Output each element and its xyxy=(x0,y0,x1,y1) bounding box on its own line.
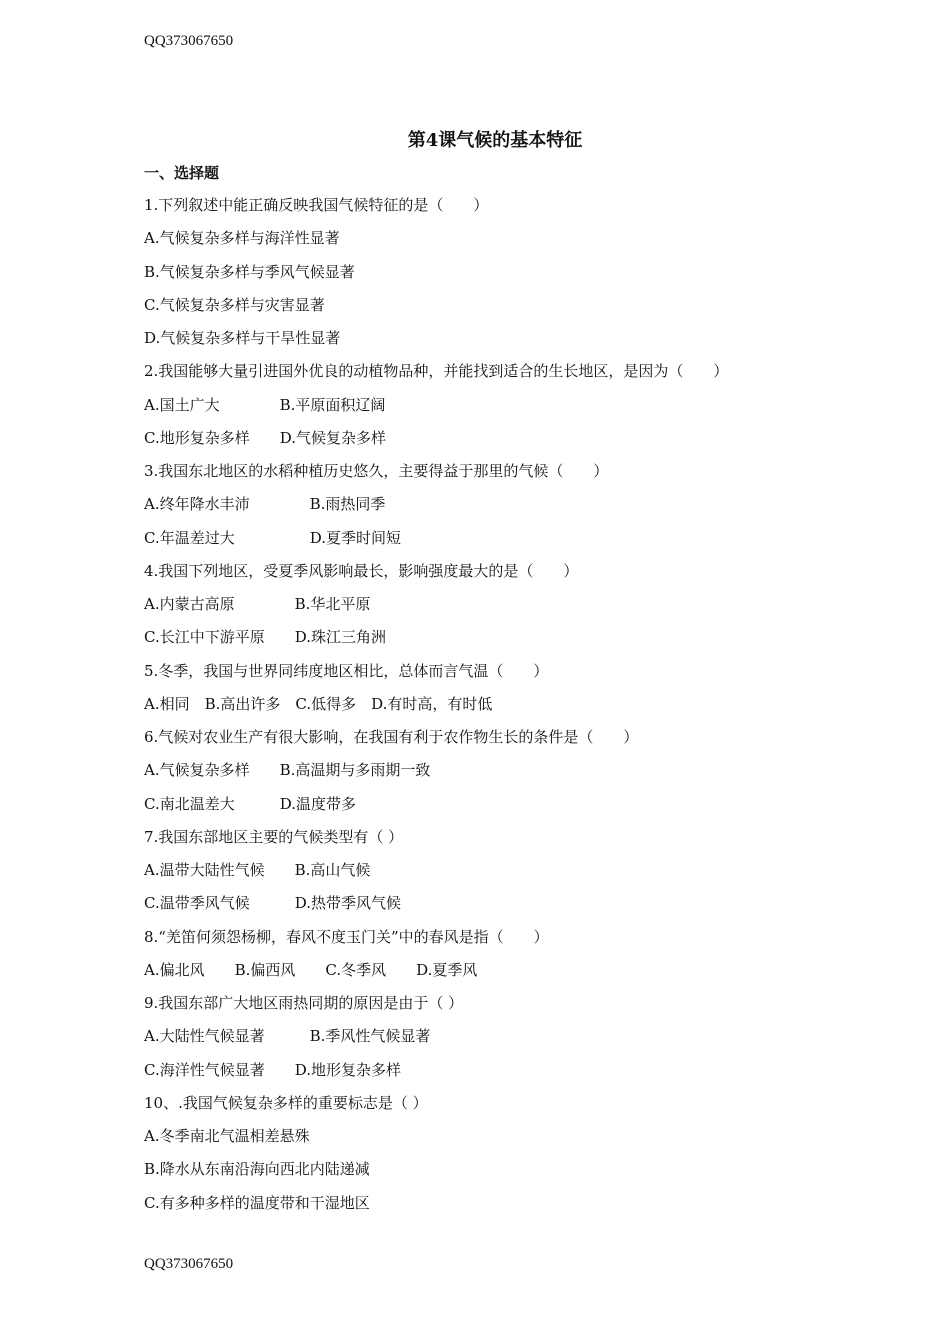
answer-options: A.冬季南北气温相差悬殊 xyxy=(144,1127,310,1145)
question-stem: 8.“羌笛何须怨杨柳，春风不度玉门关”中的春风是指（ ） xyxy=(144,927,549,946)
answer-options: A.气候复杂多样 B.高温期与多雨期一致 xyxy=(144,761,431,780)
question-stem: 3.我国东北地区的水稻种植历史悠久，主要得益于那里的气候（ ） xyxy=(144,462,609,480)
answer-options: C.有多种多样的温度带和干湿地区 xyxy=(144,1193,370,1212)
question-stem: 6.气候对农业生产有很大影响，在我国有利于农作物生长的条件是（ ） xyxy=(144,728,639,746)
answer-options: A.偏北风 B.偏西风 C.冬季风 D.夏季风 xyxy=(144,960,478,979)
answer-options: C.年温差过大 D.夏季时间短 xyxy=(144,528,401,547)
answer-options: A.气候复杂多样与海洋性显著 xyxy=(144,229,340,248)
answer-options: C.海洋性气候显著 D.地形复杂多样 xyxy=(144,1060,401,1079)
answer-options: C.气候复杂多样与灾害显著 xyxy=(144,295,325,314)
answer-options: D.气候复杂多样与干旱性显著 xyxy=(144,329,341,347)
question-stem: 10、.我国气候复杂多样的重要标志是（ ） xyxy=(144,1093,428,1112)
page-header: QQ373067650 xyxy=(144,33,234,49)
question-stem: 5.冬季，我国与世界同纬度地区相比，总体而言气温（ ） xyxy=(144,661,549,680)
answer-options: B.气候复杂多样与季风气候显著 xyxy=(144,262,355,281)
question-stem: 4.我国下列地区，受夏季风影响最长，影响强度最大的是（ ） xyxy=(144,561,579,580)
answer-options: A.国土广大 B.平原面积辽阔 xyxy=(144,395,386,414)
question-stem: 9.我国东部广大地区雨热同期的原因是由于（ ） xyxy=(144,994,464,1012)
answer-options: B.降水从东南沿海向西北内陆递减 xyxy=(144,1160,370,1179)
answer-options: A.温带大陆性气候 B.高山气候 xyxy=(144,861,371,879)
answer-options: C.长江中下游平原 D.珠江三角洲 xyxy=(144,628,386,647)
question-stem: 1.下列叙述中能正确反映我国气候特征的是（ ） xyxy=(144,196,489,214)
answer-options: A.相同 B.高出许多 C.低得多 D.有时高，有时低 xyxy=(144,694,493,713)
document-title: 第4课气候的基本特征 xyxy=(407,130,583,151)
question-stem: 2.我国能够大量引进国外优良的动植物品种，并能找到适合的生长地区，是因为（ ） xyxy=(144,362,729,381)
page-footer: QQ373067650 xyxy=(144,1256,234,1272)
question-stem: 7.我国东部地区主要的气候类型有（ ） xyxy=(144,827,404,846)
answer-options: C.南北温差大 D.温度带多 xyxy=(144,794,356,813)
answer-options: C.温带季风气候 D.热带季风气候 xyxy=(144,894,401,913)
answer-options: A.内蒙古高原 B.华北平原 xyxy=(144,595,371,613)
answer-options: C.地形复杂多样 D.气候复杂多样 xyxy=(144,428,386,447)
section-heading: 一、选择题 xyxy=(144,164,220,182)
answer-options: A.大陆性气候显著 B.季风性气候显著 xyxy=(144,1027,431,1046)
answer-options: A.终年降水丰沛 B.雨热同季 xyxy=(144,495,386,514)
